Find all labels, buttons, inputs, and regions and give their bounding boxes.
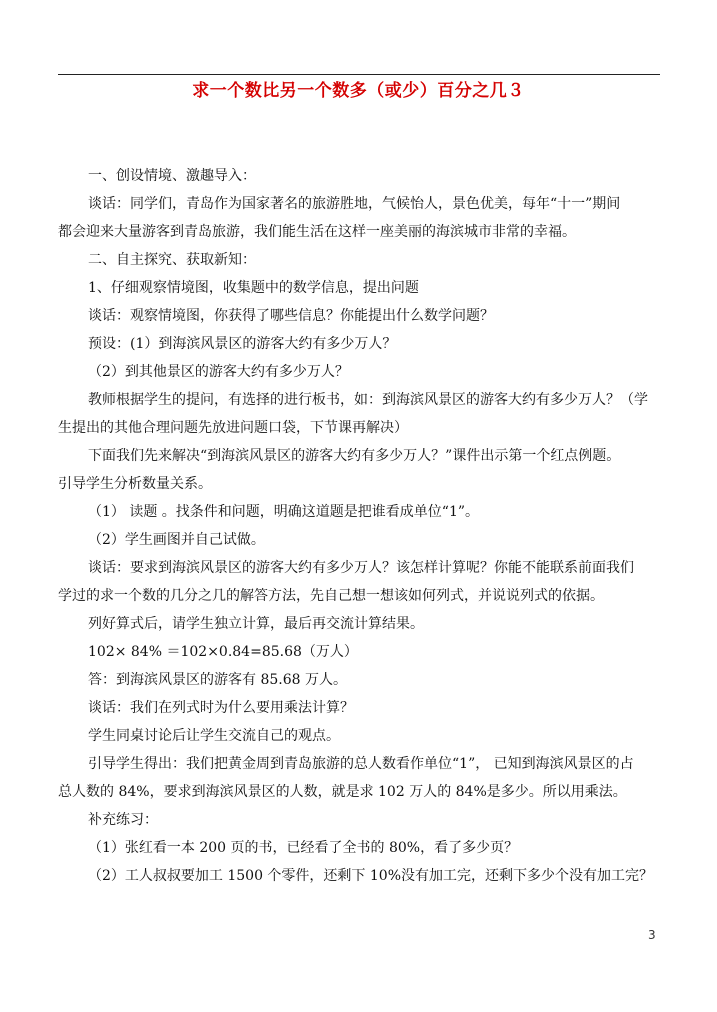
paragraph-line: 生提出的其他合理问题先放进问题口袋，下节课再解决） [58, 420, 408, 436]
paragraph-line: 学生同桌讨论后让学生交流自己的观点。 [88, 728, 340, 744]
page-number: 3 [648, 928, 656, 942]
section-heading: 二、自主探究、获取新知： [88, 252, 256, 268]
paragraph-line: 1、仔细观察情境图，收集题中的数学信息，提出问题 [88, 280, 419, 296]
paragraph-line: 教师根据学生的提问，有选择的进行板书，如：到海滨风景区的游客大约有多少万人？（学 [88, 392, 648, 408]
section-heading: 补充练习： [88, 812, 158, 828]
paragraph-line: 预设：(1）到海滨风景区的游客大约有多少万人？ [88, 336, 397, 352]
document-body [58, 162, 660, 890]
paragraph-line: 引导学生分析数量关系。 [58, 476, 212, 492]
paragraph-line: （2）到其他景区的游客大约有多少万人？ [88, 364, 349, 380]
paragraph-line: 都会迎来大量游客到青岛旅游，我们能生活在这样一座美丽的海滨城市非常的幸福。 [58, 224, 576, 240]
document-title: 求一个数比另一个数多（或少）百分之几３ [192, 81, 525, 101]
paragraph-line: 列好算式后，请学生独立计算，最后再交流计算结果。 [88, 616, 424, 632]
paragraph-line: 学过的求一个数的几分之几的解答方法，先自己想一想该如何列式，并说说列式的依据。 [58, 588, 604, 604]
paragraph-line: （1） 读题 。找条件和问题，明确这道题是把谁看成单位“1”。 [88, 504, 480, 520]
equation-line: 102× 84% ＝102×0.84=85.68（万人） [88, 644, 358, 660]
paragraph-line: 谈话：要求到海滨风景区的游客大约有多少万人？该怎样计算呢？你能不能联系前面我们 [88, 560, 634, 576]
header-rule [58, 74, 660, 75]
paragraph-line: 谈话：同学们，青岛作为国家著名的旅游胜地，气候怡人，景色优美，每年“十一”期间 [88, 196, 621, 212]
paragraph-line: 总人数的 84%，要求到海滨风景区的人数，就是求 102 万人的 84%是多少。所以用乘法。 [58, 784, 627, 800]
exercise-item: （1）张红看一本 200 页的书，已经看了全书的 80%，看了多少页？ [88, 840, 519, 856]
section-heading: 一、创设情境、激趣导入： [88, 168, 256, 184]
paragraph-line: （2）学生画图并自己试做。 [88, 532, 265, 548]
paragraph-line: 谈话：观察情境图，你获得了哪些信息？你能提出什么数学问题？ [88, 308, 494, 324]
answer-line: 答：到海滨风景区的游客有 85.68 万人。 [88, 672, 347, 688]
exercise-item: （2）工人叔叔要加工 1500 个零件，还剩下 10%没有加工完，还剩下多少个没有加工完？ [88, 868, 654, 884]
paragraph-line: 引导学生得出：我们把黄金周到青岛旅游的总人数看作单位“1”， 已知到海滨风景区的占 [88, 756, 634, 772]
paragraph-line: 下面我们先来解决“到海滨风景区的游客大约有多少万人？”课件出示第一个红点例题。 [88, 448, 621, 464]
paragraph-line: 谈话：我们在列式时为什么要用乘法计算？ [88, 700, 354, 716]
